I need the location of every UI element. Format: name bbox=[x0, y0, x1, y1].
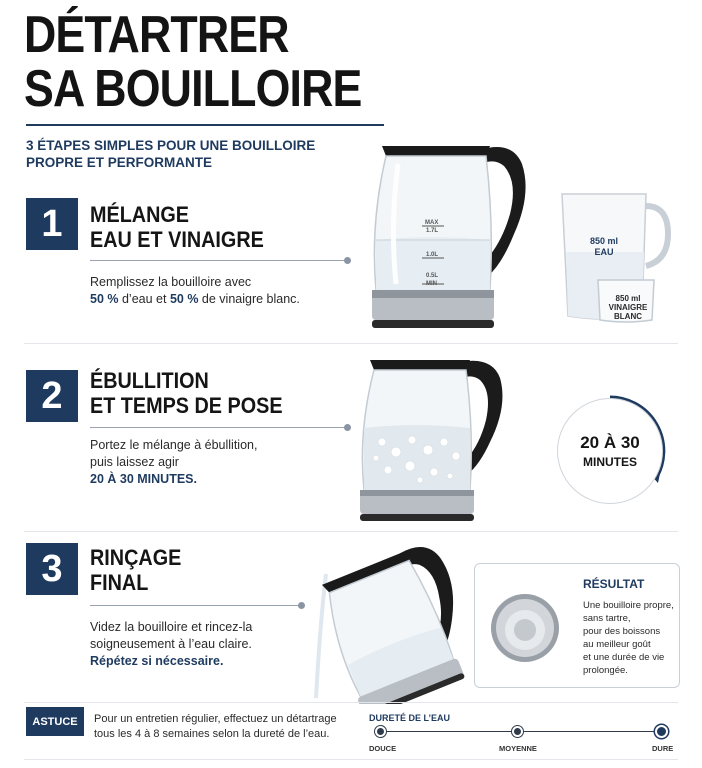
kettle-mark-min: MIN bbox=[426, 281, 437, 287]
hardness-dot-soft bbox=[375, 726, 386, 737]
vinegar-label-1: VINAIGRE bbox=[608, 303, 648, 312]
timer-badge bbox=[557, 398, 663, 504]
kettle-boiling-icon bbox=[352, 352, 518, 524]
vinegar-glass-label bbox=[603, 294, 653, 321]
step-2-desc-line-2: puis laissez agir bbox=[90, 455, 179, 469]
step-3-highlight-repeat: Répétez si nécessaire. bbox=[90, 654, 224, 668]
section-divider-2 bbox=[24, 531, 678, 532]
tip-badge: ASTUCE bbox=[26, 707, 84, 736]
result-card bbox=[474, 563, 680, 688]
result-line-3: pour des boissons bbox=[583, 626, 661, 637]
kettle-mark-max: MAX bbox=[425, 220, 439, 226]
title-line-1: DÉTARTRER bbox=[24, 6, 289, 64]
step-2-title-line-1: ÉBULLITION bbox=[90, 368, 209, 393]
step-1-desc-mid: d’eau et bbox=[118, 292, 170, 306]
step-1-description bbox=[90, 274, 300, 308]
result-line-6: prolongée. bbox=[583, 665, 628, 676]
result-line-5: et une durée de vie bbox=[583, 652, 665, 663]
hardness-label-medium: MOYENNE bbox=[499, 744, 537, 753]
kettle-pouring-icon bbox=[306, 534, 466, 704]
vinegar-label-2: BLANC bbox=[614, 312, 642, 321]
hardness-label-hard: DURE bbox=[652, 744, 674, 753]
kettle-filled-icon bbox=[362, 134, 544, 334]
step-2-number: 2 bbox=[26, 370, 78, 422]
result-line-4: au meilleur goût bbox=[583, 639, 651, 650]
step-3-number: 3 bbox=[26, 543, 78, 595]
step-2-title bbox=[90, 368, 283, 418]
kettle-mark-mid-volume: 1.0L bbox=[426, 252, 439, 258]
step-2-leader-line bbox=[90, 427, 346, 428]
section-divider-1 bbox=[24, 343, 678, 344]
hardness-dot-hard-selected bbox=[655, 725, 668, 738]
step-1-highlight-water: 50 % bbox=[90, 292, 119, 306]
step-1-desc-line-2 bbox=[90, 291, 300, 308]
step-3-title bbox=[90, 545, 181, 595]
step-1-desc-end: de vinaigre blanc. bbox=[198, 292, 300, 306]
title-line-2: SA BOUILLOIRE bbox=[24, 60, 362, 118]
water-jug-label bbox=[584, 236, 624, 258]
title-rule bbox=[26, 124, 384, 126]
step-1-title-line-2: EAU ET VINAIGRE bbox=[90, 227, 264, 252]
step-2-leader-dot bbox=[344, 424, 351, 431]
step-3-description bbox=[90, 619, 252, 670]
step-1-highlight-vinegar: 50 % bbox=[169, 292, 199, 306]
step-3-leader-line bbox=[90, 605, 300, 606]
page-subtitle: 3 ÉTAPES SIMPLES POUR UNE BOUILLOIRE PROPRE ET PERFORMANTE bbox=[26, 138, 316, 170]
tip-text: Pour un entretien régulier, effectuez un détartrage tous les 4 à 8 semaines selon la dureté de l’eau. bbox=[94, 713, 337, 740]
step-3-desc-line-1: Videz la bouilloire et rincez-la bbox=[90, 620, 253, 634]
step-1-number: 1 bbox=[26, 198, 78, 250]
water-label: EAU bbox=[594, 247, 614, 257]
timer-unit: MINUTES bbox=[583, 455, 637, 469]
step-1-title bbox=[90, 202, 264, 252]
step-3-title-line-1: RINÇAGE bbox=[90, 545, 182, 570]
timer-range: 20 À 30 bbox=[580, 433, 640, 452]
step-2-desc-line-1: Portez le mélange à ébullition, bbox=[90, 438, 258, 452]
step-1-title-line-1: MÉLANGE bbox=[90, 202, 189, 227]
hardness-label-soft: DOUCE bbox=[369, 744, 397, 753]
step-1-leader-line bbox=[90, 260, 346, 261]
step-2-highlight-duration: 20 À 30 MINUTES. bbox=[90, 472, 197, 486]
water-hardness-title: DURETÉ DE L’EAU bbox=[369, 713, 451, 723]
hardness-dot-medium bbox=[512, 726, 523, 737]
page-title bbox=[24, 8, 361, 116]
vinegar-amount: 850 ml bbox=[615, 294, 641, 303]
result-line-1: Une bouilloire propre, bbox=[583, 600, 674, 611]
step-3-leader-dot bbox=[298, 602, 305, 609]
result-description bbox=[583, 599, 679, 677]
result-line-2: sans tartre, bbox=[583, 613, 631, 624]
step-3-title-line-2: FINAL bbox=[90, 570, 149, 595]
water-amount: 850 ml bbox=[589, 236, 619, 246]
step-1-leader-dot bbox=[344, 257, 351, 264]
step-2-description bbox=[90, 437, 257, 488]
step-2-title-line-2: ET TEMPS DE POSE bbox=[90, 393, 283, 418]
kettle-mark-max-volume: 1.7L bbox=[426, 228, 439, 234]
result-title: RÉSULTAT bbox=[583, 577, 645, 591]
step-1-desc-line-1: Remplissez la bouilloire avec bbox=[90, 275, 252, 289]
step-3-desc-line-2: soigneusement à l’eau claire. bbox=[90, 637, 252, 651]
kettle-mark-min-volume: 0.5L bbox=[426, 273, 439, 279]
clean-kettle-interior-icon bbox=[489, 592, 561, 664]
